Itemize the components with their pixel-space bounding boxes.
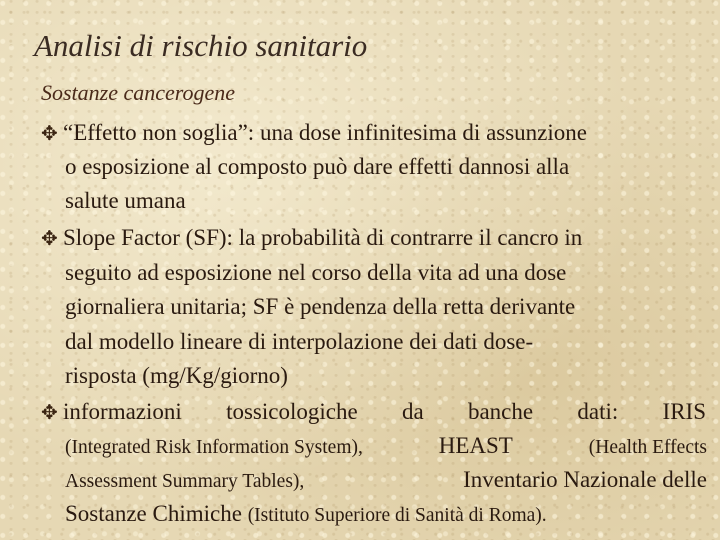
slide-title: Analisi di rischio sanitario bbox=[34, 28, 368, 63]
text-fragment: Sostanze Chimiche bbox=[65, 501, 242, 526]
bullet-icon: ✥ bbox=[41, 226, 58, 250]
bullet-text-line bbox=[65, 429, 707, 465]
slide-subtitle: Sostanze cancerogene bbox=[41, 80, 236, 105]
text-fragment: Assessment Summary Tables), bbox=[65, 471, 305, 492]
text-fragment: HEAST bbox=[438, 433, 513, 458]
bullet-text-line: giornaliera unitaria; SF è pendenza della retta derivante bbox=[65, 294, 576, 319]
bullet-icon: ✥ bbox=[41, 121, 58, 145]
bullet-text-line: dal modello lineare di interpolazione dei dati dose- bbox=[65, 329, 534, 354]
bullet-text-line: informazioni tossicologiche da banche dati: IRIS bbox=[63, 399, 706, 424]
bullet-text-line: Slope Factor (SF): la probabilità di contrarre il cancro in bbox=[63, 225, 583, 250]
text-fragment: (Integrated Risk Information System), bbox=[65, 437, 363, 458]
bullet-text-line: risposta (mg/Kg/giorno) bbox=[65, 363, 288, 388]
bullet-text-line: o esposizione al composto può dare effetti dannosi alla bbox=[65, 154, 570, 179]
bullet-text-line: seguito ad esposizione nel corso della vita ad una dose bbox=[65, 260, 567, 285]
text-fragment: (Health Effects bbox=[588, 437, 707, 458]
text-fragment: Inventario Nazionale delle bbox=[463, 467, 707, 492]
bullet-text-line bbox=[65, 463, 707, 499]
bullet-icon: ✥ bbox=[41, 400, 58, 424]
text-fragment: (Istituto Superiore di Sanità di Roma). bbox=[247, 505, 547, 526]
bullet-text-line: “Effetto non soglia”: una dose infinitesima di assunzione bbox=[63, 120, 587, 145]
bullet-text-line bbox=[65, 497, 547, 533]
bullet-text-line: salute umana bbox=[65, 188, 186, 213]
